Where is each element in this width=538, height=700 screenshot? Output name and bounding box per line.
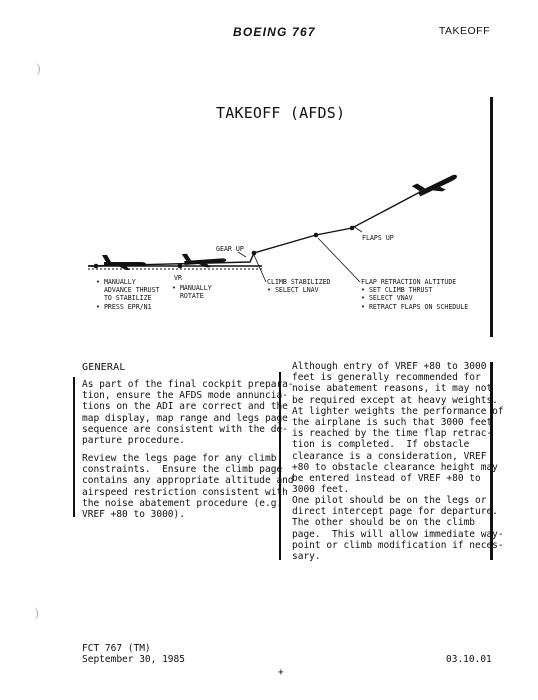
takeoff-profile-diagram (0, 160, 538, 340)
general-paragraph-2: Review the legs page for any climb constraints. Ensure the climb page contains any appropriate altitude and airspeed restriction consistent with the noise abatement procedure (e.g. VREF +80 to 3000). (82, 453, 294, 521)
gear-up-label: GEAR UP (216, 245, 244, 253)
general-paragraph-1: As part of the final cockpit prepara- tion, ensure the AFDS mode annuncia- tions on the ADI are correct and the map display, map range and legs page sequence are consistent with the de- parture procedure. (82, 379, 294, 447)
general-paragraph-4: One pilot should be on the legs or direct intercept page for departure. The other should be on the climb page. This will allow immediate way- point or climb modification if neces- sary. (292, 495, 504, 563)
footer-page-number: 03.10.01 (446, 654, 492, 665)
point-gear-up (252, 251, 257, 256)
point-start (94, 264, 99, 269)
page-title: TAKEOFF (AFDS) (216, 104, 346, 122)
manual-thrust-note: • MANUALLY ADVANCE THRUST TO STABILIZE • PRESS EPR/N1 (96, 278, 160, 311)
margin-mark-top: ) (36, 62, 41, 77)
point-climb (314, 233, 319, 238)
flap-retraction-note: FLAP RETRACTION ALTITUDE • SET CLIMB THRUST • SELECT VNAV • RETRACT FLAPS ON SCHEDULE (361, 278, 469, 311)
manual-rotate-note: • MANUALLY ROTATE (172, 284, 212, 301)
leader-flaps (318, 238, 360, 282)
takeoff-profile-svg (0, 160, 538, 340)
flaps-up-label: FLAPS UP (362, 234, 394, 242)
section-title: TAKEOFF (438, 25, 490, 37)
revision-bar-left (73, 377, 75, 517)
aircraft-ground-1-icon (102, 255, 146, 270)
footer-date: September 30, 1985 (82, 654, 185, 665)
general-heading: GENERAL (82, 362, 126, 373)
brand-logo: BOEING 767 (233, 25, 316, 39)
leader-climb (254, 255, 266, 282)
climb-stabilized-note: CLIMB STABILIZED • SELECT LNAV (267, 278, 331, 295)
footer-document-id: FCT 767 (TM) (82, 643, 151, 654)
leader-flaps-up (353, 226, 362, 232)
footer-center-mark: + (278, 667, 284, 678)
general-paragraph-3: Although entry of VREF +80 to 3000 feet is generally recommended for noise abatement reasons, it may not be required except at heavy weights. At lighter weights the performance of the airplane is such that 3000 feet is reached by the time flap retrac- tion is completed. If obstacle clearance is a consideration, VREF +80 to obstacle clearance height may be entered instead of VREF +80 to 3000 feet. (292, 361, 504, 496)
point-vr (178, 264, 183, 269)
aircraft-climbing-icon (412, 166, 460, 202)
margin-mark-bottom: ) (34, 606, 39, 621)
vr-label: VR (174, 274, 182, 282)
